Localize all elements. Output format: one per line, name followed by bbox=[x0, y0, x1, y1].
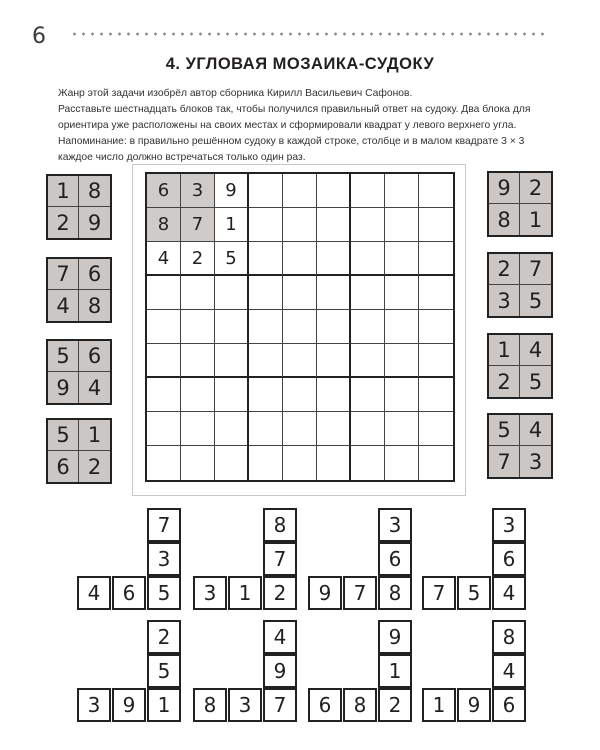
block-cell: 6 bbox=[79, 259, 110, 290]
grid-cell[interactable] bbox=[147, 378, 181, 412]
block-cell: 3 bbox=[528, 449, 543, 474]
l-piece-cell: 7 bbox=[263, 688, 297, 722]
l-piece-cell: 6 bbox=[378, 542, 412, 576]
l-piece-cell: 8 bbox=[193, 688, 227, 722]
grid-cell[interactable] bbox=[385, 344, 419, 378]
block-cell: 3 bbox=[489, 285, 520, 316]
l-piece-cell: 8 bbox=[378, 576, 412, 610]
grid-cell[interactable] bbox=[385, 378, 419, 412]
grid-cell[interactable] bbox=[215, 344, 249, 378]
l-piece-cell: 9 bbox=[263, 654, 297, 688]
grid-cell[interactable] bbox=[351, 208, 385, 242]
block-cell: 4 bbox=[520, 335, 551, 366]
l-piece-cell: 1 bbox=[378, 654, 412, 688]
grid-cell[interactable] bbox=[215, 412, 249, 446]
grid-cell[interactable] bbox=[283, 446, 317, 480]
l-piece-cell: 7 bbox=[422, 576, 456, 610]
grid-cell[interactable] bbox=[181, 378, 215, 412]
l-piece[interactable] bbox=[193, 620, 297, 724]
l-piece-cell: 3 bbox=[147, 542, 181, 576]
grid-cell[interactable] bbox=[283, 378, 317, 412]
block-cell: 6 bbox=[79, 341, 110, 372]
intro-paragraph-2: Расставьте шестнадцать блоков так, чтобы получился правильный ответ на судоку. Два блока для ориентира уже расположены на своих местах и сформировали квадрат у левого верхнего угла. bbox=[58, 104, 531, 131]
grid-cell[interactable]: 6 bbox=[147, 174, 181, 208]
grid-cell[interactable]: 9 bbox=[215, 174, 249, 208]
grid-cell[interactable] bbox=[215, 310, 249, 344]
l-piece-cell: 3 bbox=[193, 576, 227, 610]
l-piece-cell: 9 bbox=[308, 576, 342, 610]
l-piece[interactable] bbox=[77, 508, 181, 612]
block-cell: 2 bbox=[489, 366, 520, 397]
grid-cell[interactable] bbox=[249, 174, 283, 208]
grid-cell[interactable] bbox=[385, 208, 419, 242]
l-piece-cell: 3 bbox=[492, 508, 526, 542]
block-cell: 8 bbox=[489, 204, 520, 235]
l-piece-cell: 8 bbox=[263, 508, 297, 542]
grid-cell[interactable] bbox=[215, 276, 249, 310]
grid-cell[interactable] bbox=[351, 310, 385, 344]
block-cell: 8 bbox=[79, 176, 110, 207]
grid-cell[interactable] bbox=[249, 378, 283, 412]
grid-cell[interactable] bbox=[419, 208, 453, 242]
grid-cell[interactable] bbox=[419, 174, 453, 208]
grid-cell[interactable] bbox=[351, 242, 385, 276]
grid-cell[interactable] bbox=[317, 276, 351, 310]
domino-block[interactable] bbox=[46, 339, 112, 405]
grid-cell[interactable] bbox=[283, 242, 317, 276]
grid-cell[interactable] bbox=[351, 378, 385, 412]
block-cell: 1 bbox=[48, 176, 79, 207]
l-piece[interactable] bbox=[193, 508, 297, 612]
block-cell: 4 bbox=[87, 375, 102, 400]
grid-cell[interactable] bbox=[317, 446, 351, 480]
grid-cell[interactable] bbox=[283, 208, 317, 242]
grid-cell[interactable] bbox=[181, 344, 215, 378]
domino-block[interactable] bbox=[46, 418, 112, 484]
grid-cell[interactable] bbox=[181, 310, 215, 344]
domino-block[interactable] bbox=[487, 413, 553, 479]
grid-cell[interactable] bbox=[283, 310, 317, 344]
grid-cell[interactable] bbox=[385, 174, 419, 208]
page-number: 6 bbox=[32, 24, 46, 49]
grid-cell[interactable] bbox=[317, 310, 351, 344]
grid-cell[interactable] bbox=[351, 412, 385, 446]
grid-cell[interactable] bbox=[249, 208, 283, 242]
l-piece-cell: 5 bbox=[457, 576, 491, 610]
grid-cell[interactable] bbox=[419, 242, 453, 276]
grid-cell[interactable] bbox=[147, 412, 181, 446]
grid-cell[interactable] bbox=[249, 242, 283, 276]
grid-cell[interactable] bbox=[419, 446, 453, 480]
block-cell: 2 bbox=[87, 454, 102, 479]
block-cell: 8 bbox=[87, 293, 102, 318]
l-piece-cell: 9 bbox=[112, 688, 146, 722]
l-piece-cell: 6 bbox=[492, 542, 526, 576]
block-cell: 5 bbox=[48, 341, 79, 372]
l-piece-cell: 2 bbox=[147, 620, 181, 654]
block-cell: 2 bbox=[489, 254, 520, 285]
block-cell: 1 bbox=[528, 207, 543, 232]
domino-block[interactable] bbox=[46, 174, 112, 240]
l-piece-cell: 4 bbox=[492, 576, 526, 610]
block-cell: 9 bbox=[489, 173, 520, 204]
grid-cell[interactable] bbox=[317, 344, 351, 378]
grid-cell[interactable] bbox=[351, 174, 385, 208]
block-cell: 4 bbox=[520, 415, 551, 446]
l-piece-cell: 5 bbox=[147, 576, 181, 610]
puzzle-title: 4. УГЛОВАЯ МОЗАИКА-СУДОКУ bbox=[165, 55, 435, 73]
grid-cell[interactable] bbox=[147, 310, 181, 344]
l-piece[interactable] bbox=[422, 620, 526, 724]
grid-cell[interactable] bbox=[317, 242, 351, 276]
l-piece-cell: 4 bbox=[263, 620, 297, 654]
domino-block[interactable] bbox=[487, 333, 553, 399]
block-cell: 9 bbox=[48, 372, 79, 403]
grid-cell[interactable] bbox=[249, 310, 283, 344]
grid-cell[interactable] bbox=[385, 242, 419, 276]
grid-cell[interactable] bbox=[249, 446, 283, 480]
grid-cell[interactable]: 4 bbox=[147, 242, 181, 276]
grid-cell[interactable] bbox=[215, 378, 249, 412]
l-piece-cell: 9 bbox=[457, 688, 491, 722]
grid-cell[interactable] bbox=[317, 378, 351, 412]
block-cell: 2 bbox=[520, 173, 551, 204]
block-cell: 2 bbox=[48, 207, 79, 238]
grid-cell[interactable] bbox=[181, 446, 215, 480]
grid-cell[interactable] bbox=[419, 276, 453, 310]
l-piece[interactable] bbox=[422, 508, 526, 612]
block-cell: 9 bbox=[87, 210, 102, 235]
block-cell: 5 bbox=[489, 415, 520, 446]
l-piece-cell: 6 bbox=[308, 688, 342, 722]
domino-block[interactable] bbox=[487, 171, 553, 237]
l-piece-cell: 6 bbox=[112, 576, 146, 610]
block-cell: 1 bbox=[489, 335, 520, 366]
l-piece-cell: 1 bbox=[228, 576, 262, 610]
block-cell: 4 bbox=[48, 290, 79, 321]
l-piece-cell: 6 bbox=[492, 688, 526, 722]
grid-cell[interactable] bbox=[249, 344, 283, 378]
l-piece[interactable] bbox=[77, 620, 181, 724]
block-cell: 5 bbox=[528, 288, 543, 313]
grid-cell[interactable] bbox=[351, 276, 385, 310]
l-piece-cell: 1 bbox=[147, 688, 181, 722]
l-piece-cell: 9 bbox=[378, 620, 412, 654]
dotted-rule bbox=[70, 30, 545, 38]
grid-cell[interactable] bbox=[283, 276, 317, 310]
block-cell: 7 bbox=[520, 254, 551, 285]
l-piece-cell: 3 bbox=[228, 688, 262, 722]
grid-cell[interactable] bbox=[147, 276, 181, 310]
l-piece-cell: 3 bbox=[378, 508, 412, 542]
block-cell: 5 bbox=[528, 369, 543, 394]
l-piece-cell: 2 bbox=[378, 688, 412, 722]
grid-cell[interactable]: 7 bbox=[181, 208, 215, 242]
grid-cell[interactable] bbox=[385, 412, 419, 446]
l-piece-cell: 4 bbox=[492, 654, 526, 688]
intro-paragraph-3: Напоминание: в правильно решённом судоку в каждой строке, столбце и в малом квадрате 3 × 3 каждое число должно встречаться только один раз. bbox=[58, 136, 525, 163]
domino-block[interactable] bbox=[487, 252, 553, 318]
l-piece-cell: 2 bbox=[263, 576, 297, 610]
grid-cell[interactable] bbox=[419, 378, 453, 412]
grid-cell[interactable] bbox=[249, 276, 283, 310]
grid-cell[interactable] bbox=[419, 310, 453, 344]
l-piece-cell: 7 bbox=[263, 542, 297, 576]
intro-text bbox=[58, 86, 558, 166]
l-piece-cell: 1 bbox=[422, 688, 456, 722]
grid-cell[interactable] bbox=[317, 174, 351, 208]
grid-cell[interactable] bbox=[419, 344, 453, 378]
l-piece-cell: 5 bbox=[147, 654, 181, 688]
grid-cell[interactable] bbox=[317, 412, 351, 446]
intro-paragraph-1: Жанр этой задачи изобрёл автор сборника Кирилл Васильевич Сафонов. bbox=[58, 88, 413, 99]
sudoku-grid bbox=[145, 172, 455, 482]
grid-cell[interactable] bbox=[147, 446, 181, 480]
l-piece-cell: 7 bbox=[343, 576, 377, 610]
l-piece-cell: 4 bbox=[77, 576, 111, 610]
grid-cell[interactable] bbox=[249, 412, 283, 446]
grid-cell[interactable]: 1 bbox=[215, 208, 249, 242]
grid-cell[interactable] bbox=[351, 446, 385, 480]
block-cell: 5 bbox=[48, 420, 79, 451]
grid-cell[interactable] bbox=[385, 276, 419, 310]
block-cell: 7 bbox=[489, 446, 520, 477]
grid-cell[interactable] bbox=[419, 412, 453, 446]
l-piece[interactable] bbox=[308, 620, 412, 724]
grid-cell[interactable] bbox=[215, 446, 249, 480]
grid-cell[interactable] bbox=[351, 344, 385, 378]
grid-cell[interactable] bbox=[283, 344, 317, 378]
l-piece-cell: 3 bbox=[77, 688, 111, 722]
l-piece-cell: 8 bbox=[492, 620, 526, 654]
grid-cell[interactable] bbox=[317, 208, 351, 242]
block-cell: 7 bbox=[48, 259, 79, 290]
l-piece-cell: 7 bbox=[147, 508, 181, 542]
grid-cell[interactable] bbox=[147, 344, 181, 378]
grid-cell[interactable]: 3 bbox=[181, 174, 215, 208]
grid-cell[interactable]: 2 bbox=[181, 242, 215, 276]
grid-cell[interactable]: 5 bbox=[215, 242, 249, 276]
block-cell: 1 bbox=[79, 420, 110, 451]
grid-cell[interactable] bbox=[385, 310, 419, 344]
grid-cell[interactable] bbox=[385, 446, 419, 480]
domino-block[interactable] bbox=[46, 257, 112, 323]
block-cell: 6 bbox=[48, 451, 79, 482]
grid-cell[interactable] bbox=[283, 174, 317, 208]
grid-cell[interactable] bbox=[181, 412, 215, 446]
l-piece[interactable] bbox=[308, 508, 412, 612]
grid-cell[interactable] bbox=[283, 412, 317, 446]
grid-cell[interactable]: 8 bbox=[147, 208, 181, 242]
l-piece-cell: 8 bbox=[343, 688, 377, 722]
grid-cell[interactable] bbox=[181, 276, 215, 310]
